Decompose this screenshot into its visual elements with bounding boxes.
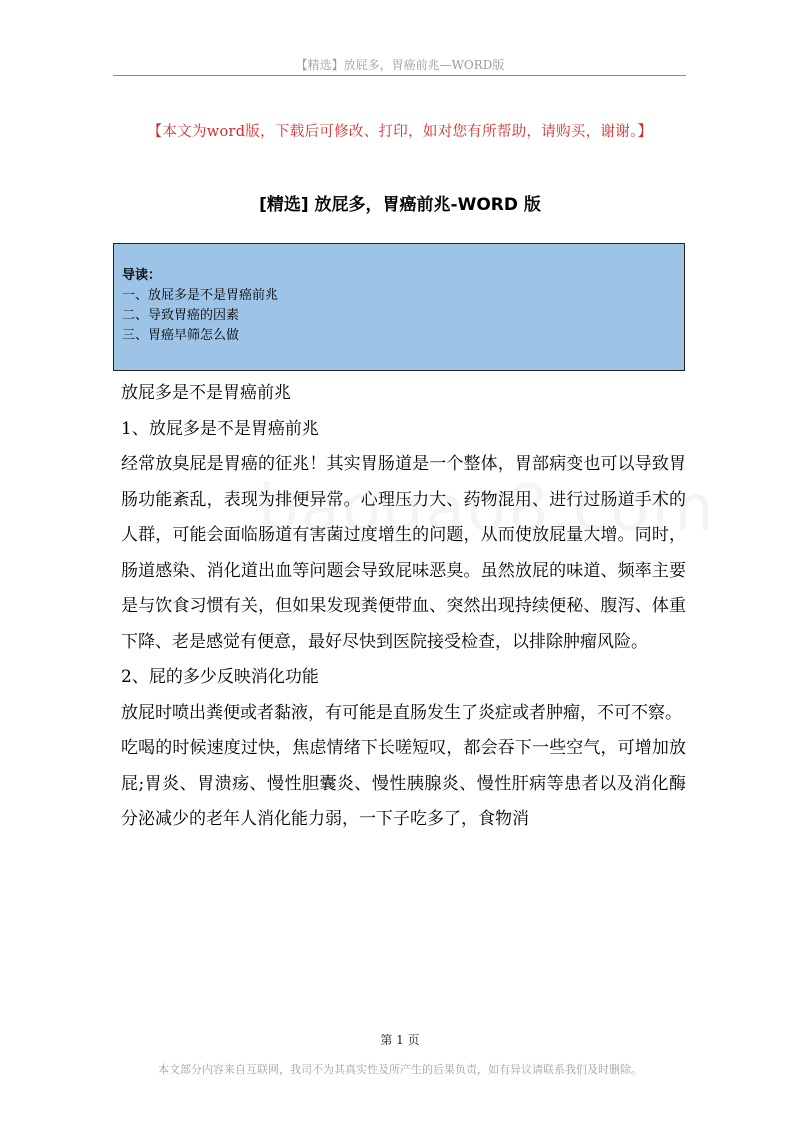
document-title: [精选] 放屁多，胃癌前兆-WORD 版 [259,195,541,215]
guide-item: 三、胃癌早筛怎么做 [122,328,240,343]
subheading: 2、屁的多少反映消化功能 [121,667,319,687]
page-header: 【精选】放屁多，胃癌前兆—WORD版 [295,58,505,72]
section-heading: 放屁多是不是胃癌前兆 [121,383,291,403]
paragraph: 吃喝的时候速度过快，焦虑情绪下长嗟短叹，都会吞下一些空气，可增加放屁;胃炎、胃溃疡、慢性胆囊炎、慢性胰腺炎、慢性肝病等患者以及消化酶分泌减少的老年人消化能力弱，一下子吃多了，食物消 [121,738,686,829]
subheading: 1、放屁多是不是胃癌前兆 [121,418,319,439]
guide-item: 一、放屁多是不是胃癌前兆 [122,288,279,303]
purchase-notice: 【本文为word版，下载后可修改、打印，如对您有所帮助，请购买，谢谢。】 [147,124,653,140]
guide-box [113,243,685,371]
page-number: 第 1 页 [380,1033,420,1047]
footer-disclaimer: 本文部分内容来自互联网，我司不为其真实性及所产生的后果负责，如有异议请联系我们及时删除。 [158,1063,642,1076]
paragraph: 经常放臭屁是胃癌的征兆！其实胃肠道是一个整体，胃部病变也可以导致胃肠功能紊乱，表现为排便异常。心理压力大、药物混用、进行过肠道手术的人群，可能会面临肠道有害菌过度增生的问题，从而使放屁量大增。同时，肠道感染、消化道出血等问题会导致屁味恶臭。虽然放屁的味道、频率主要是与饮食习惯有关，但如果发现粪便带血、突然出现持续便秘、腹泻、体重下降、老是感觉有便意，最好尽快到医院接受检查，以排除肿瘤风险。 [121,454,686,652]
document-body [121,376,686,838]
guide-item: 二、导致胃癌的因素 [122,308,240,323]
guide-label: 导读： [122,268,162,283]
header-divider [113,75,686,76]
paragraph: 放屁时喷出粪便或者黏液，有可能是直肠发生了炎症或者肿瘤，不可不察。 [121,702,682,723]
